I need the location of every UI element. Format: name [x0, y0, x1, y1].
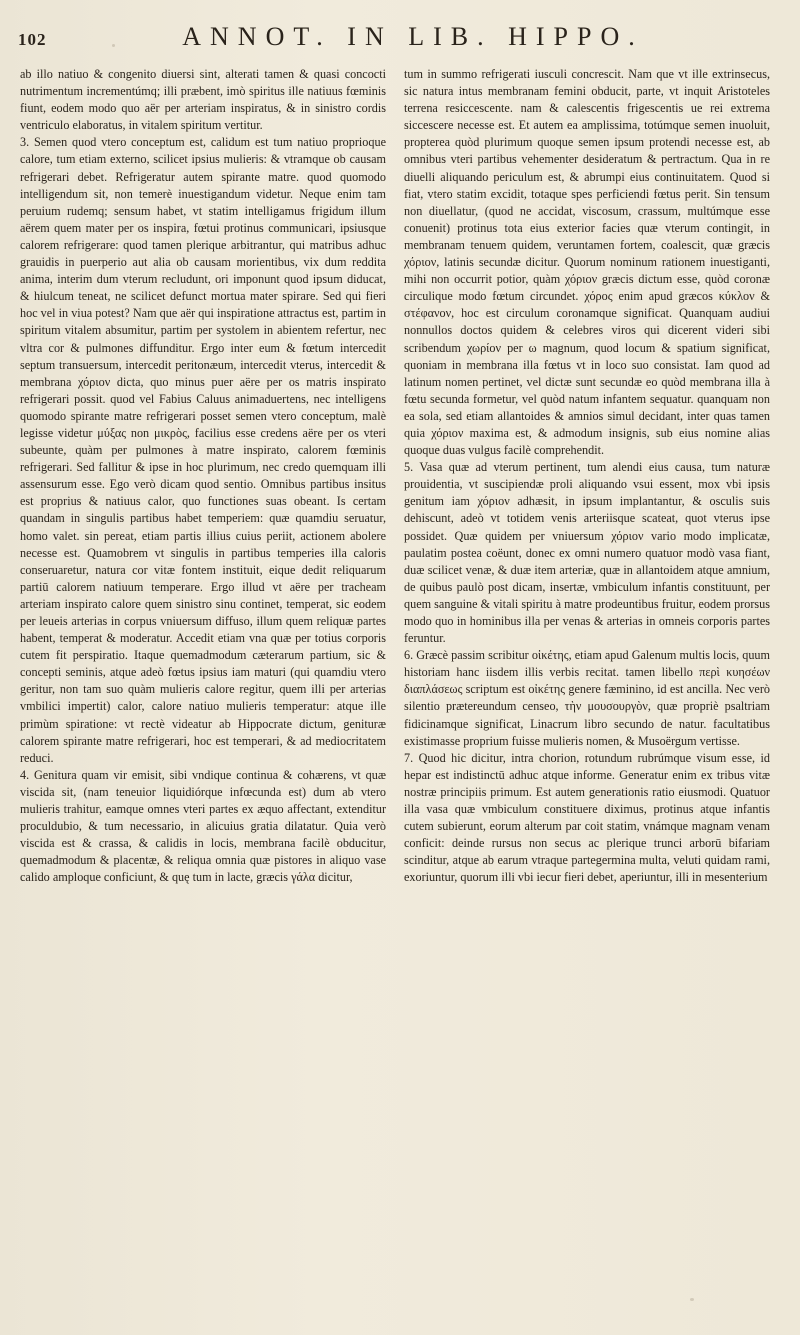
page-number: 102	[18, 30, 47, 49]
paragraph: 3. Semen quod vtero conceptum est, calidum est tum natiuo proprioque calore, tum etiam externo, scilicet ipsius mulieris: & vtramque ob causam refrigerari debet. Refrigeratur autem spirante matre. quod quomodo intelligendum sit, non temerè inuestigandum videtur. Neque enim tam peruium rudemq; sensum habet, vt statim intelligamus frigidum illum aërem quem mater per os inspira, fœtui protinus communicari, ipsiusque calorem refrigerare: quod tamen plerique arbitrantur, qui matribus adhuc grauidis in puerperio aut alia ob causam morientibus, vix dum reddita anima, interim dum vterum recludunt, ori imponunt quod ipsum diducat, & hiulcum teneat, ne scilicet defunct mortua mater spirare. Sed qui fieri hoc vel in viua potest? Nam que aër qui inspiratione attractus est, partim in spiritum vitalem absumitur, partim per systolem in abientem refertur, nec vltra cor & pulmones diffunditur. Ergo inter eum & fœtum intercedit septum transuersum, intercedit peritonæum, intercedit vterus, intercedit & membrana χόριον dicta, quo minus puer aëre per os matris inspirato refrigerari possit. quod vel Fabius Caluus animaduertens, nec intelligens quomodo spirante matre refrigerari posset semen vtero conceptum, malè legisse videtur μύξας non μικρὸς, facilius esse credens aëre per os vteri subeunte, quàm per pulmones à matre inspirato, calorem fœminis refrigerari. Sed fallitur & ipse in hoc plurimum, nec credo quemquam illi assensurum esse. Ego verò dicam quod sentio. Omnibus partibus insitus est proprius & natiuus calor, quo functiones suas obeant. Is certam quandam in singulis partibus habet temperiem: quæ quamdiu seruatur, homo valet. sin pereat, etiam partis illius cuius periit, actionem abolere necesse est. Quamobrem vt singulis in partibus temperies illa caloris conseruaretur, natura cor vitæ fontem instituit, eique dedit reliquarum partiū calorem natiuum temperare. Ergo illud vt aëre per tracheam arteriam inspirato calore quem sinistro sinu continet, temperat, sic eodem per leueis arterias in corpus vniuersum diffuso, illum quem reliquæ partes habent, temperat & moderatur. Accedit etiam vna quæ per totius corporis cutem fit perspiratio. Itaque quemadmodum cæterarum partium, sic & concepti seminis, atque adeò fœtus ipsius iam maturi (qui quamdiu vtero geritur, non tam suo quàm mulieris calore regitur, quem illi per arterias vmbilici impertit) calor, calore natiuo mulieris temperatur: atque ille primùm spiratione: vt rectè videatur ab Hippocrate dictum, genituræ calorem spirante matre refrigerari, hoc est temperari, & ad mediocritatem reduci.	[20, 135, 386, 765]
paragraph: ab illo natiuo & congenito diuersi sint, alterati tamen & quasi concocti nutrimentum incrementúmq; illi præbent, imò spiritus ille natiuus fœminis fiunt, eodem modo quo aër per arteriam inspiratus, & in sinistro cordis ventriculo elaboratus, in vitalem spiritum vertitur.	[20, 67, 386, 133]
paper-spot	[690, 1298, 694, 1301]
paragraph: tum in summo refrigerati iusculi concrescit. Nam que vt ille extrinsecus, sic natura intus membranam femini obducit, parte, vt inquit Aristoteles terrena resiccescente. nam & calescentis frigescentis ue rei extrema siccescere necesse est. Et autem ea amplissima, totúmque semen inuoluit, propterea quòd plurimum quoque semen ipsum protendi necesse est, ab omnibus vteri partibus vehementer desideratum & pertractum. Qua in re diuelli aliquando periculum est, & abrumpi eius continuitatem. Quod si fiat, vtero statim excidit, totaque spes perficiendi fœtus perit. Sin tensum non diuellatur, (quod ne accidat, viscosum, crassum, multúmque esse conuenit) protinus tota eius exterior facies quæ vterum contingit, in membranam tenuem quidem, veruntamen fortem, coalescit, quæ græcis χόριον, latinis secundæ dicitur. Quorum nominum rationem inuestiganti, mihi non occurrit potior, quàm χόριον græcis dictum esse, quòd coronæ circulique modo fœtum circundet. χόρος enim apud græcos κύκλον & στέφανον, hoc est circulum coronamque significat. Quanquam audiui nonnullos doctos quidem & celebres viros qui dicerent videri sibi scribendum χωρίον per ω magnum, quod locum & spatium significat, quoniam in membrana illa fœtus vt in loco suo consistat. Iam quod ad latinum nomen pertinet, vel dictæ sunt secundæ eo quòd membrana illa à fœtu secunda formetur, vel quòd natum infantem sequatur. quanquam non ea sola, sed etiam allantoides & amnios simul decidant, inter quas tamen quia χόριον maxima est, & admodum insignis, sub eius nomine alias quoque duas vulgus facilè comprehendit.	[404, 67, 770, 458]
left-column	[20, 66, 386, 1306]
paragraph: 6. Græcè passim scribitur οἰκέτης, etiam apud Galenum multis locis, quum historiam hanc iisdem illis verbis recitat. tamen libello περὶ κυησέων διαπλάσεως scriptum est οἰκέτης genere fæminino, id est ancilla. Nec verò silentio prætereundum censeo, τὴν μουσουργὸν, quæ propriè psaltriam fidicinamque significat, Linacrum libro secundo de natur. facultatibus existimasse proprium fuisse mulieris nomen, & Musoërgum vertisse.	[404, 648, 770, 748]
right-column	[404, 66, 770, 1306]
paragraph: 5. Vasa quæ ad vterum pertinent, tum alendi eius causa, tum naturæ prouidentia, vt suscipiendæ proli aliquando vsui essent, mox vbi ipsis genitum iam χόριον adhæsit, in ipsum implantantur, & osculis suis dehiscunt, adeò vt totidem venis arteriisque scateat, quot vterus ipse possidet. Quæ quidem per vniuersum χόριον vario modo implicatæ, paulatim postea coëunt, donec ex omni numero quatuor modò vasa fiant, duæ scilicet venæ, & duæ item arteriæ, quæ in allantoidem atque amnium, de quibus paulò post dicam, insertæ, vmbiculum infantis constituunt, per quem sanguine & vitali spiritu à matre prodeuntibus fruitur, eodem prorsus modo quo in hominibus illa per venas & arterias in omneis corporis partes feruntur.	[404, 460, 770, 646]
paragraph: 7. Quod hic dicitur, intra chorion, rotundum rubrúmque visum esse, id hepar est indistinctū adhuc atque informe. Generatur enim ex tribus vitæ nostræ principiis primum. Est autem generationis ratio eiusmodi. Quatuor illa vasa quæ vmbiculum constituere diximus, protinus atque infantis cutem subierunt, eorum alterum par coit statim, vnámque magnam venam conficit: deinde rursus non secus ac plerique trunci arborū bifariam scinditur, atque ab earum vtraque partegermina multa, veluti quidam rami, exoriuntur, quorum illi vbi iecur fieri debet, aperiuntur, illi in mesenterium	[404, 750, 770, 885]
running-title: ANNOT. IN LIB. HIPPO.	[182, 22, 644, 51]
paragraph: 4. Genitura quam vir emisit, sibi vndique continua & cohærens, vt quæ viscida sit, (nam teneuior liquidiórque infœcunda est) dum ab vtero mulieris trahitur, eamque omnes vteri partes ex æquo affectant, extenditur proculdubio, & tum necessario, in alicuius gratia dilatatur. Quia verò viscida est & crassa, & calidis in locis, membrana facilè obducitur, quemadmodum & placentæ, & reliqua omnia quæ pistores in aliquo vase calido amploque conficiunt, & quę tum in lacte, græcis γάλα dicitur,	[20, 767, 386, 885]
paper-spot	[112, 44, 115, 47]
page-header	[18, 22, 778, 62]
